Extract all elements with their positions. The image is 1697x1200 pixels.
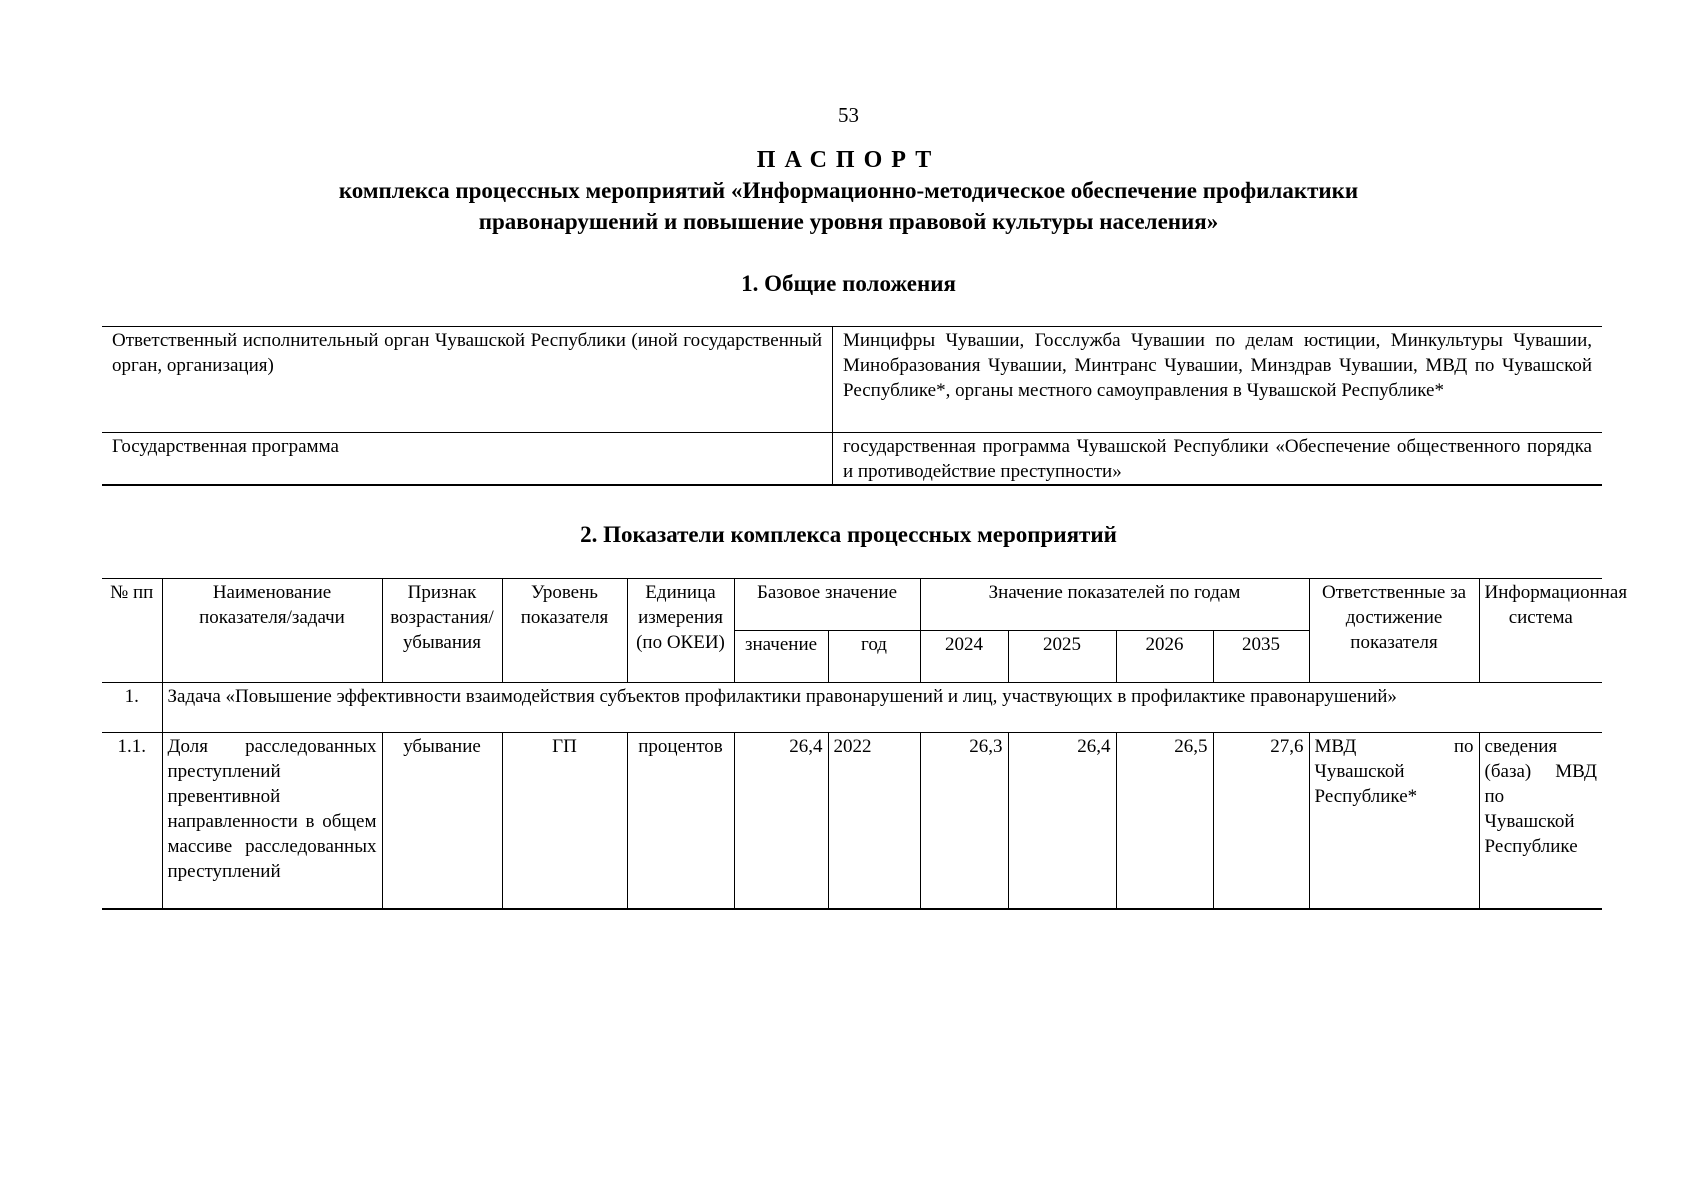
col-header-years: Значение показателей по годам xyxy=(920,579,1309,631)
col-header-responsible: Ответственные за достижение показателя xyxy=(1309,579,1479,683)
responsible-body-value: Минцифры Чувашии, Госслужба Чувашии по делам юстиции, Минкультуры Чувашии, Минобразования Чувашии, Минтранс Чувашии, Минздрав Чувашии, МВД по Чувашской Республике*, органы местного самоуправления в Чувашской Республике* xyxy=(833,327,1603,433)
header-row xyxy=(102,579,1602,631)
indicator-name: Доля расследованных преступлений превентивной направленности в общем массиве расследованных преступлений xyxy=(162,733,382,910)
table-row xyxy=(102,433,1602,486)
col-header-num: № пп xyxy=(102,579,162,683)
section-1-heading: 1. Общие положения xyxy=(741,271,956,296)
document-title xyxy=(0,145,1697,237)
row-num: 1.1. xyxy=(102,733,162,910)
indicators-table xyxy=(102,578,1628,910)
task-text: Задача «Повышение эффективности взаимодействия субъектов профилактики правонарушений и лиц, участвующих в профилактике правонарушений» xyxy=(162,683,1602,733)
col-header-info-system: Информационная система xyxy=(1479,579,1602,683)
base-value: 26,4 xyxy=(734,733,828,910)
col-header-2024: 2024 xyxy=(920,631,1008,683)
responsible-body-label: Ответственный исполнительный орган Чувашской Республики (иной государственный орган, организация) xyxy=(102,327,833,433)
col-header-level: Уровень показателя xyxy=(502,579,627,683)
value-2025: 26,4 xyxy=(1008,733,1116,910)
state-program-label: Государственная программа xyxy=(102,433,833,486)
task-row xyxy=(102,683,1602,733)
col-header-2026: 2026 xyxy=(1116,631,1213,683)
state-program-value: государственная программа Чувашской Республики «Обеспечение общественного порядка и противодействие преступности» xyxy=(833,433,1603,486)
title-main: ПАСПОРТ xyxy=(756,147,941,173)
responsible-value: МВД по Чувашской Республике* xyxy=(1309,733,1479,910)
unit-value: процентов xyxy=(627,733,734,910)
title-line-1: комплекса процессных мероприятий «Информационно-методическое обеспечение профилактики xyxy=(338,178,1359,203)
col-header-2035: 2035 xyxy=(1213,631,1309,683)
col-header-base: Базовое значение xyxy=(734,579,920,631)
col-header-2025: 2025 xyxy=(1008,631,1116,683)
base-year: 2022 xyxy=(828,733,920,910)
section-2-heading: 2. Показатели комплекса процессных мероприятий xyxy=(580,522,1117,547)
general-provisions-table xyxy=(102,326,1602,486)
table-row xyxy=(102,733,1602,910)
col-header-unit: Единица измерения (по ОКЕИ) xyxy=(627,579,734,683)
task-num: 1. xyxy=(102,683,162,733)
value-2035: 27,6 xyxy=(1213,733,1309,910)
level-value: ГП xyxy=(502,733,627,910)
trend-value: убывание xyxy=(382,733,502,910)
table-row xyxy=(102,327,1602,433)
col-header-trend: Признак возрастания/убывания xyxy=(382,579,502,683)
col-header-base-value: значение xyxy=(734,631,828,683)
col-header-base-year: год xyxy=(828,631,920,683)
value-2026: 26,5 xyxy=(1116,733,1213,910)
value-2024: 26,3 xyxy=(920,733,1008,910)
info-system-value: сведения (база) МВД по Чувашской Республике xyxy=(1479,733,1602,910)
title-line-2: правонарушений и повышение уровня правовой культуры населения» xyxy=(478,209,1219,234)
col-header-name: Наименование показателя/задачи xyxy=(162,579,382,683)
page-number: 53 xyxy=(838,103,859,127)
